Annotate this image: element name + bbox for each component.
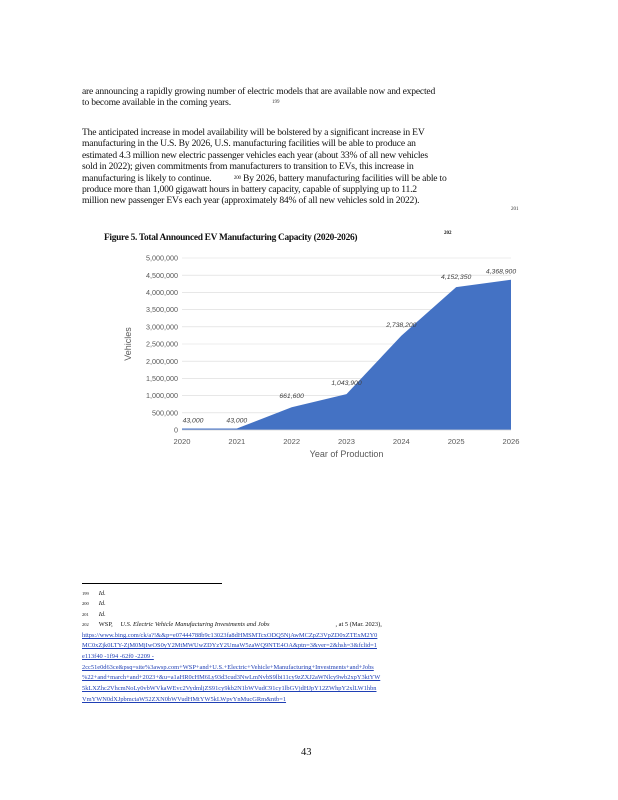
footnote-200-text: Id.	[98, 600, 106, 607]
paragraph-2-line-5-tail: By 2026, battery manufacturing facilities will be able to	[243, 172, 447, 184]
note-ref-200: 200	[233, 175, 241, 181]
y-tick-label: 0	[174, 425, 178, 435]
y-tick-label: 1,000,000	[146, 391, 178, 401]
x-axis-title: Year of Production	[309, 449, 384, 459]
footnote-202-number: 202	[82, 622, 89, 627]
data-label: 4,368,900	[485, 268, 517, 276]
x-tick-label: 2021	[228, 437, 246, 446]
paragraph-1-line-1: are announcing a rapidly growing number of electric models that are available now and expected	[82, 86, 436, 97]
data-label: 2,738,200	[386, 321, 417, 329]
capacity-area	[182, 280, 511, 430]
footnote-202-link-line-6[interactable]: 5kLXZhc2VhcmNoLy0vbWVkaWEvc2VydmljZS91cy9kb2N1bWVudC91cy1lbGVjdHJpY12ZWhpY2xlLW1hbn	[82, 685, 377, 692]
y-tick-label: 4,500,000	[146, 270, 178, 280]
footnote-rule	[82, 583, 222, 584]
y-tick-label: 500,000	[152, 408, 178, 418]
paragraph-2-line-7: million new passenger EVs each year (approximately 84% of all new vehicles sold in 2022).	[82, 195, 420, 207]
y-tick-label: 1,500,000	[146, 374, 178, 383]
paragraph-2	[82, 127, 522, 207]
y-tick-label: 2,000,000	[146, 356, 178, 366]
footnote-199	[82, 590, 522, 598]
x-tick-label: 2024	[392, 437, 410, 446]
footnote-200	[82, 600, 522, 608]
footnote-201-text: Id.	[98, 611, 106, 618]
paragraph-2-line-2: manufacturing in the U.S. By 2026, U.S. manufacturing facilities will be able to produce an	[82, 138, 416, 150]
page-number: 43	[301, 747, 312, 758]
y-tick-label: 4,000,000	[146, 288, 178, 297]
paragraph-2-line-5	[82, 173, 522, 184]
paragraph-1	[82, 86, 522, 109]
y-tick-label: 5,000,000	[146, 253, 178, 263]
note-ref-201: 201	[511, 207, 519, 212]
footnote-201	[82, 611, 522, 619]
data-label: 43,000	[226, 417, 248, 425]
y-axis-title: Vehicles	[123, 327, 133, 361]
y-tick-label: 2,500,000	[146, 339, 178, 349]
footnote-199-text: Id.	[98, 590, 106, 597]
y-tick-label: 3,500,000	[146, 305, 178, 315]
footnote-199-number: 199	[82, 591, 89, 596]
footnote-202-title: U.S. Electric Vehicle Manufacturing Investments and Jobs	[120, 621, 270, 628]
paragraph-2-line-6: produce more than 1,000 gigawatt hours in battery capacity, capable of supplying up to 11.2	[82, 184, 417, 196]
footnote-202-link-line-2[interactable]: MC0xZjk0LTY-ZjM0MjIwOS0yY2MtMWUwZDYzY2UmaW5zaWQ9NTE4OA&ptn=3&ver=2&hsh=3&fclid=1	[82, 642, 377, 649]
footnote-202-tail: , at 5 (Mar. 2023),	[335, 621, 382, 628]
paragraph-2-line-4: sold in 2022); given commitments from manufacturers to transition to EVs, this increase in	[82, 161, 414, 173]
figure-title: Figure 5. Total Announced EV Manufacturing Capacity (2020-2026)	[104, 233, 358, 243]
footnote-202-link-line-3[interactable]: e113f40 -1f94 -62f0 -2209 -	[82, 653, 154, 660]
footnote-202	[82, 621, 522, 629]
x-tick-label: 2020	[173, 437, 191, 446]
footnote-200-number: 200	[82, 601, 89, 606]
footnote-201-number: 201	[82, 612, 89, 617]
footnote-202-link-line-5[interactable]: %22+and+march+and+2023+&u=a1aHR0cHM6Ly93d3cud3NwLmNvbS9lbi11cy9zZXJ2aWNlcy9wb2xpY3ktYW	[82, 674, 381, 681]
paragraph-2-line-3: estimated 4.3 million new electric passenger vehicles each year (about 33% of all new vehicles	[82, 149, 428, 161]
note-ref-202: 202	[444, 231, 452, 236]
ev-capacity-chart	[0, 250, 618, 490]
footnote-202-link-line-7[interactable]: VmYWN0dXJpbmctaW52ZXN0bWVudHMtYW5kLWpvYnMucGRm&ntb=1	[82, 696, 287, 703]
y-tick-label: 3,000,000	[146, 322, 178, 332]
footnote-202-lead: WSP,	[98, 621, 113, 628]
note-ref-199: 199	[272, 100, 280, 105]
x-tick-label: 2026	[502, 437, 520, 446]
data-label: 661,600	[279, 393, 304, 401]
x-tick-label: 2025	[447, 437, 465, 446]
data-label: 4,152,350	[441, 274, 472, 282]
paragraph-2-line-5-head: manufacturing is likely to continue.	[82, 172, 212, 184]
data-label: 1,043,900	[331, 380, 362, 388]
paragraph-1-line-2: to become available in the coming years.	[82, 97, 231, 109]
footnote-202-link-line-4[interactable]: 2cc51e0d63ce&psq=site%3awsp.com+WSP+and+U.S.+Electric+Vehicle+Manufacturing+Investments+and+Jobs	[82, 664, 374, 671]
x-tick-label: 2023	[338, 437, 355, 446]
data-label: 43,000	[182, 417, 204, 425]
paragraph-2-line-1: The anticipated increase in model availability will be bolstered by a significant increase in EV	[82, 127, 425, 138]
x-tick-label: 2022	[283, 437, 301, 446]
footnote-202-link-line-1[interactable]: https://www.bing.com/ck/a?!&&p=e07444788b9c13023fa8dHMSMTcxODQ5NjAwMCZpZ3VpZD0xZTExM2Y0	[82, 632, 378, 639]
